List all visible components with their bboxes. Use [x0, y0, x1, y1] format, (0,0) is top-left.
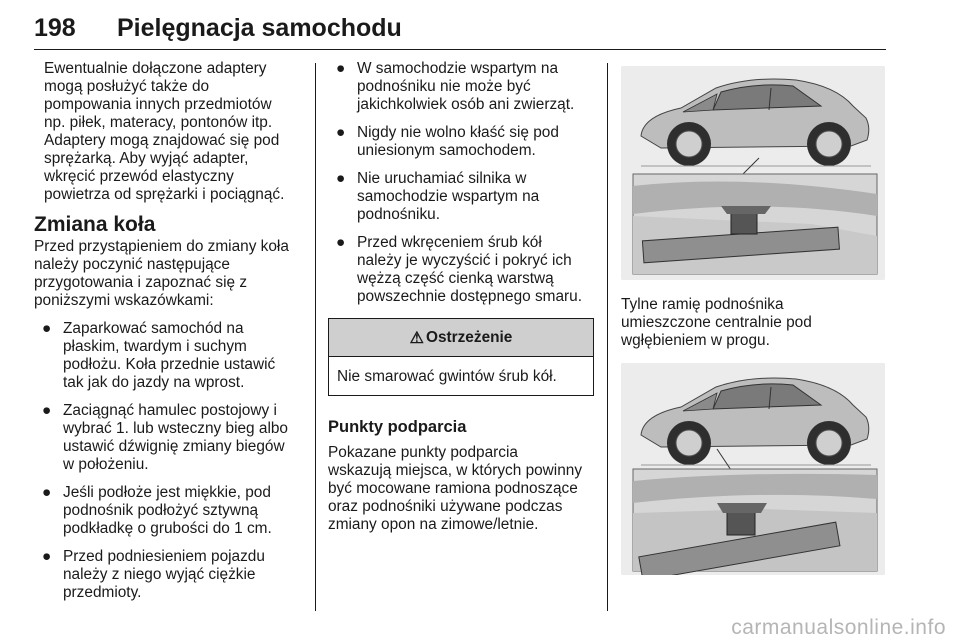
bullet-icon: ● [336, 60, 346, 77]
text-line: Zaparkować samochód na [63, 320, 244, 337]
warning-triangle-icon: ⚠ [409, 329, 424, 347]
text-line: Zaciągnąć hamulec postojowy i [63, 402, 277, 419]
column-middle [328, 60, 594, 534]
text-line: Adaptery mogą znajdować się pod [44, 132, 280, 149]
text-line: należy poczynić następujące [34, 256, 230, 273]
list-item [328, 124, 594, 160]
preparation-list [34, 320, 306, 602]
car-jack-illustration [621, 66, 885, 280]
text-line: podkładkę o grubości do 1 cm. [63, 520, 272, 537]
text-line: sprężarką. Aby wyjąć adapter, [44, 150, 249, 167]
text-line: płaskim, twardym i suchym [63, 338, 247, 355]
illustration-car-side-lift-point-2 [621, 363, 885, 575]
text-line: Przed wkręceniem śrub kół [357, 234, 542, 251]
bullet-icon: ● [42, 402, 52, 419]
text-line: zmiany opon na zimowe/letnie. [328, 516, 539, 533]
page-title: Pielęgnacja samochodu [117, 14, 402, 42]
text-line: W samochodzie wspartym na [357, 60, 559, 77]
text-line: uniesionym samochodem. [357, 142, 536, 159]
section-heading-wheel-change: Zmiana koła [34, 213, 156, 236]
intro-paragraph [34, 60, 306, 204]
warning-title: Ostrzeżenie [425, 328, 513, 346]
text-line: wskazują miejsca, w których powinny [328, 462, 583, 479]
text-line: umieszczone centralnie pod [621, 314, 812, 331]
list-item [34, 484, 306, 538]
watermark: carmanualsonline.info [731, 616, 946, 639]
text-line: Nigdy nie wolno kłaść się pod [357, 124, 559, 141]
text-line: podłożu. Koła przednie ustawić [63, 356, 276, 373]
support-points-paragraph [328, 444, 594, 534]
bullet-icon: ● [336, 124, 346, 141]
column-right [621, 60, 887, 575]
text-line: Ewentualnie dołączone adaptery [44, 60, 267, 77]
text-line: podnośniku. [357, 206, 441, 223]
list-item [34, 402, 306, 474]
text-line: przedmioty. [63, 584, 142, 601]
text-line: pompowania innych przedmiotów [44, 96, 272, 113]
page-number: 198 [34, 14, 76, 42]
text-line: ustawić dźwignię zmiany biegów [63, 438, 285, 455]
text-line: Nie uruchamiać silnika w [357, 170, 527, 187]
warning-box [328, 318, 594, 396]
text-line: jakichkolwiek osób ani zwierząt. [357, 96, 575, 113]
warning-text: Nie smarować gwintów śrub kół. [337, 368, 557, 385]
text-line: podnośniku nie może być [357, 78, 531, 95]
bullet-icon: ● [42, 320, 52, 337]
text-line: wkręcić przewód elastyczny [44, 168, 234, 185]
text-line: wgłębieniem w progu. [621, 332, 770, 349]
bullet-icon: ● [336, 234, 346, 251]
warning-header [329, 319, 593, 357]
text-line: np. piłek, materacy, pontonów itp. [44, 114, 273, 131]
text-line: być mocowane ramiona podnoszące [328, 480, 578, 497]
text-line: w położeniu. [63, 456, 149, 473]
text-line: Tylne ramię podnośnika [621, 296, 784, 313]
column-divider [315, 63, 316, 611]
list-item [328, 170, 594, 224]
text-line: Przed podniesieniem pojazdu [63, 548, 265, 565]
section-heading-support-points: Punkty podparcia [328, 418, 467, 436]
text-line: mogą posłużyć także do [44, 78, 210, 95]
bullet-icon: ● [42, 548, 52, 565]
text-line: Jeśli podłoże jest miękkie, pod [63, 484, 271, 501]
text-line: powszechnie dostępnego smaru. [357, 288, 583, 305]
text-line: Przed przystąpieniem do zmiany koła [34, 238, 289, 255]
list-item [328, 234, 594, 306]
text-line: powietrza od sprężarki i pociągnąć. [44, 186, 285, 203]
text-line: samochodzie wspartym na [357, 188, 540, 205]
text-line: podnośnik podłożyć sztywną [63, 502, 259, 519]
text-line: wybrać 1. lub wsteczny bieg albo [63, 420, 288, 437]
text-line: należy je wyczyścić i pokryć ich [357, 252, 572, 269]
text-line: oraz podnośniki używane podczas [328, 498, 563, 515]
bullet-icon: ● [336, 170, 346, 187]
illustration-car-side-lift-point [621, 66, 885, 280]
illustration-caption [621, 296, 887, 350]
bullet-icon: ● [42, 484, 52, 501]
text-line: przygotowania i zapoznać się z [34, 274, 248, 291]
column-left [34, 60, 306, 602]
list-item [328, 60, 594, 114]
car-jack-illustration [621, 363, 885, 575]
text-line: Pokazane punkty podparcia [328, 444, 518, 461]
text-line: poniższymi wskazówkami: [34, 292, 214, 309]
lead-paragraph [34, 238, 306, 310]
column-divider [607, 63, 608, 611]
page-header [34, 6, 886, 50]
list-item [34, 320, 306, 392]
text-line: wężzą część cienką warstwą [357, 270, 554, 287]
text-line: należy z niego wyjąć ciężkie [63, 566, 256, 583]
text-line: tak jak do jazdy na wprost. [63, 374, 245, 391]
safety-list [328, 60, 594, 306]
list-item [34, 548, 306, 602]
